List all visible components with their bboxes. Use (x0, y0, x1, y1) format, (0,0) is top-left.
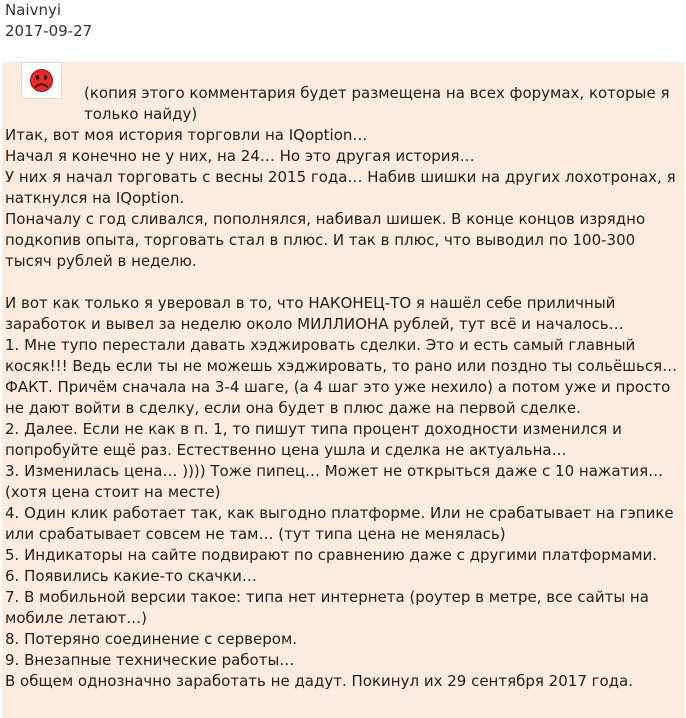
comment-line: В общем однозначно заработать не дадут. Покинул их 29 сентября 2017 года. (5, 672, 634, 690)
comment-meta (5, 0, 92, 42)
comment-line: 6. Появились какие-то скачки… (5, 567, 257, 585)
comment-line: У них я начал торговать с весны 2015 года… Набив шишки на других лохотронах, я наткнулся на IQoption. (5, 168, 676, 207)
comment-intro: (копия этого комментария будет размещена на всех форумах, которые я только найду) (84, 84, 670, 123)
comment-body (2, 62, 685, 718)
comment-line: 9. Внезапные технические работы… (5, 651, 295, 669)
avatar (21, 62, 62, 99)
comment-line: 2. Далее. Если не как в п. 1, то пишут типа процент доходности изменился и попробуйте ещё раз. Естественно цена ушла и сделка не актуальна… (5, 420, 622, 459)
comment-line: Начал я конечно не у них, на 24… Но это другая история… (5, 147, 475, 165)
sad-face-icon (22, 63, 61, 98)
comment-line: 4. Один клик работает так, как выгодно платформе. Или не срабатывает на гэпике или срабатывает совсем не там… (тут типа цена не менялась) (5, 504, 674, 543)
comment-line: 1. Мне тупо перестали давать хэджировать сделки. Это и есть самый главный косяк!!! Ведь если ты не можешь хэджировать, то рано или поздно ты сольёшься… ФАКТ. Причём сначала на 3-4 шаге, (а 4 шаг это уже нехило) а потом уже и просто не дают войти в сделку, если она будет в плюс даже на первой сделке. (5, 336, 678, 417)
comment-line: 3. Изменилась цена… )))) Тоже пипец… Может не открыться даже с 10 нажатия…(хотя цена стоит на месте) (5, 462, 664, 501)
comment-line: И вот как только я уверовал в то, что НАКОНЕЦ-ТО я нашёл себе приличный заработок и вывел за неделю около МИЛЛИОНА рублей, тут всё и началось… (5, 294, 624, 333)
comment-lines (5, 125, 681, 692)
comment-line: 7. В мобильной версии такое: типа нет интернета (роутер в метре, все сайты на мобиле летают…) (5, 588, 649, 627)
author-name: Naivnyi (5, 1, 62, 19)
comment-line: Итак, вот моя история торговли на IQoption… (5, 126, 368, 144)
comment-line: Поначалу с год сливался, пополнялся, набивал шишек. В конце концов изрядно подкопив опыта, торговать стал в плюс. И так в плюс, что выводил по 100-300 тысяч рублей в неделю. (5, 210, 646, 270)
comment-line: 5. Индикаторы на сайте подвирают по сравнению даже с другими платформами. (5, 546, 658, 564)
blank-line (5, 272, 681, 293)
comment-line: 8. Потеряно соединение с сервером. (5, 630, 298, 648)
comment-date: 2017-09-27 (5, 22, 93, 40)
